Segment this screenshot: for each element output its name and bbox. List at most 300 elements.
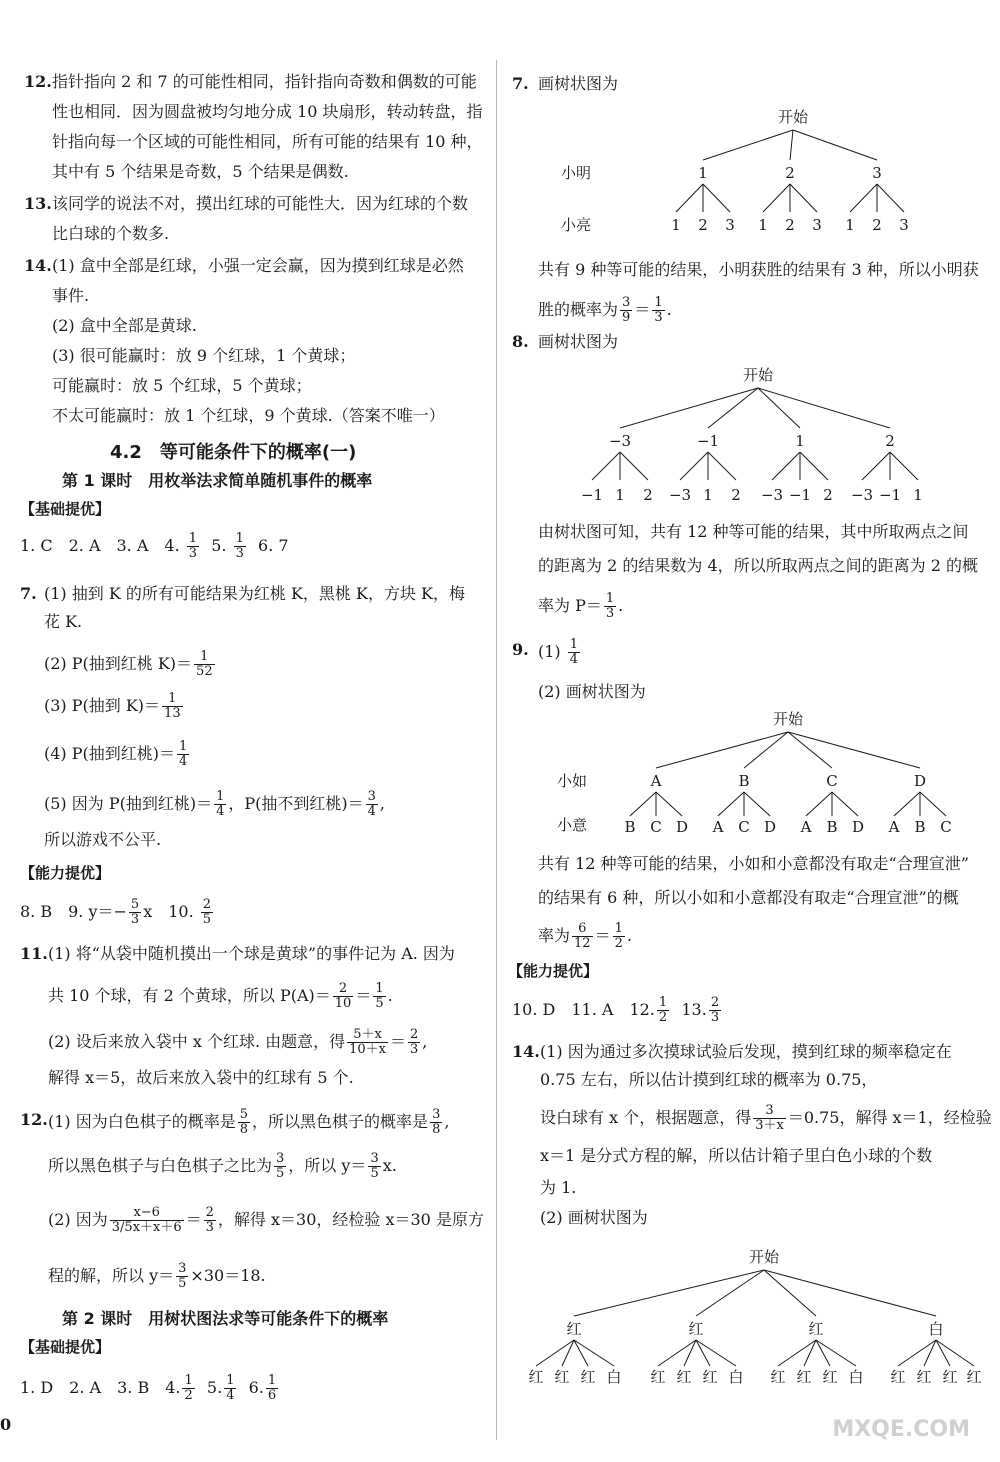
r-q14-line5: 为 1. — [540, 1178, 577, 1197]
tree-leaf: −3 — [850, 486, 874, 504]
den: 10 — [334, 996, 352, 1011]
tree-leaf: D — [675, 818, 689, 836]
tree-edge — [620, 388, 758, 428]
tree-leaf: 白 — [728, 1368, 744, 1386]
q12b-line2 — [48, 1152, 397, 1181]
tree-leaf: 红 — [890, 1368, 906, 1386]
fraction — [709, 996, 721, 1025]
num: 1 — [654, 295, 663, 310]
tree-node: −3 — [608, 432, 632, 450]
text: 共 10 个球，有 2 个黄球，所以 P(A)＝ — [48, 986, 331, 1005]
tree-edge — [656, 792, 682, 816]
text: 8. B 9. y＝− — [20, 902, 127, 921]
fraction — [347, 1028, 388, 1057]
tree-leaf: 红 — [528, 1368, 544, 1386]
text: 10. D 11. A 12. — [512, 1000, 655, 1019]
fraction — [373, 982, 385, 1011]
tree-leaf: 白 — [848, 1368, 864, 1386]
den: 4 — [179, 754, 188, 769]
tree-leaf: A — [888, 818, 900, 836]
q12-number — [24, 70, 52, 94]
fraction — [657, 996, 669, 1025]
r-q14-line2: 0.75 左右，所以估计摸到红球的概率为 0.75， — [540, 1070, 878, 1089]
den: 6 — [267, 1388, 277, 1403]
text: ＝ — [355, 986, 372, 1005]
den: 8 — [239, 1122, 249, 1137]
num: 1 — [235, 531, 244, 546]
num: 5 — [130, 897, 140, 912]
tree-edge — [574, 1340, 588, 1366]
q11-line2 — [48, 982, 393, 1011]
tree-edge — [800, 452, 828, 480]
tree-node: B — [738, 772, 750, 790]
tree-leaf: 红 — [770, 1368, 786, 1386]
tree-edge — [696, 1270, 764, 1316]
fraction — [568, 638, 580, 667]
fraction — [187, 532, 199, 561]
tree-edge — [656, 732, 788, 768]
tree-diagram-q14 — [518, 1236, 982, 1386]
text: ×30＝18. — [190, 1266, 266, 1285]
num: 1 — [194, 650, 215, 665]
den: 4 — [216, 804, 225, 819]
tree-node: 3 — [872, 164, 882, 182]
fraction — [176, 1262, 188, 1291]
num: 1 — [188, 531, 198, 546]
q13-line2: 比白球的个数多. — [52, 224, 170, 243]
tree-edge — [936, 1340, 950, 1366]
fraction — [652, 296, 664, 325]
fraction — [613, 922, 625, 951]
tree-leaf: 红 — [676, 1368, 692, 1386]
num: 1 — [605, 591, 615, 606]
fraction — [162, 692, 183, 721]
tree-leaf: B — [914, 818, 926, 836]
den: 5 — [178, 1276, 187, 1291]
tree-edge — [763, 184, 790, 212]
tree-edge — [630, 792, 656, 816]
q7-p4 — [44, 740, 191, 769]
tree-edge — [574, 1270, 764, 1316]
q11-line3 — [48, 1028, 427, 1057]
den: 3 — [130, 912, 140, 927]
fraction — [177, 740, 189, 769]
answers-8-10 — [20, 898, 215, 927]
text: 程的解，所以 y＝ — [48, 1266, 175, 1285]
tree-node: 2 — [785, 164, 795, 182]
r-answers-10-13 — [512, 996, 723, 1025]
tree-leaf: 2 — [731, 486, 741, 504]
num: 2 — [205, 1205, 214, 1220]
text: ＝ — [634, 300, 651, 319]
text: 设白球有 x 个，根据题意，得 — [540, 1108, 752, 1127]
q14-line1: (1) 盒中全部是红球，小强一定会赢，因为摸到红球是必然 — [52, 256, 464, 275]
fraction — [214, 790, 226, 819]
den: 4 — [569, 652, 579, 667]
den: 4 — [226, 1388, 235, 1403]
tree-edge — [877, 184, 904, 212]
tree-leaf: 1 — [615, 486, 625, 504]
tree-leaf: 红 — [916, 1368, 932, 1386]
tree-leaf: 红 — [966, 1368, 982, 1386]
text: , — [379, 794, 386, 813]
q12b-line1 — [48, 1108, 449, 1137]
r-q9-num: 9. — [512, 640, 529, 659]
tree-edge — [806, 792, 832, 816]
tree-node: 1 — [795, 432, 805, 450]
answer-6: 6. 7 — [258, 536, 289, 555]
fraction — [408, 1028, 420, 1057]
answers-1-4-text: 1. C 2. A 3. A 4. — [20, 536, 180, 555]
tree-node: −1 — [696, 432, 720, 450]
tree-diagram-q9 — [548, 706, 968, 838]
tree-edge — [708, 388, 758, 428]
den: 3/5x＋x＋6 — [111, 1220, 182, 1235]
num: 3 — [367, 789, 376, 804]
num: 5 — [239, 1107, 249, 1122]
fraction — [201, 898, 213, 927]
tree-leaf: 1 — [913, 486, 923, 504]
text: 1. D 2. A 3. B 4. — [20, 1378, 181, 1397]
text: (2) P(抽到红桃 K)＝ — [44, 654, 193, 673]
tree-edge — [816, 1340, 856, 1366]
den: 52 — [196, 664, 213, 679]
text: . — [626, 926, 632, 945]
tree-root: 开始 — [772, 710, 804, 728]
q11-line4: 解得 x＝5，故后来放入袋中的红球有 5 个. — [48, 1068, 354, 1087]
tree-root: 开始 — [742, 366, 774, 384]
tree-leaf: 2 — [643, 486, 653, 504]
text: 率为 P＝ — [538, 596, 602, 615]
q14-line4: (3) 很可能赢时：放 9 个红球，1 个黄球； — [52, 346, 356, 365]
q7-p5 — [44, 790, 385, 819]
tree-leaf: 红 — [942, 1368, 958, 1386]
num: 3 — [622, 295, 631, 310]
tree-node: A — [650, 772, 662, 790]
text: 6. — [248, 1378, 264, 1397]
tree-leaf: 红 — [580, 1368, 596, 1386]
den: 3 — [410, 1042, 419, 1057]
num: 6 — [572, 922, 593, 937]
tree-leaf: −3 — [760, 486, 784, 504]
tree-edge — [758, 388, 890, 428]
text: ＝0.75，解得 x＝1，经检验 — [787, 1108, 992, 1127]
text: 所以黑色棋子与白色棋子之比为 — [48, 1156, 273, 1175]
text: (1) — [538, 642, 561, 661]
r-q14-num: 14. — [512, 1042, 540, 1061]
fraction — [194, 650, 215, 679]
q7-p2 — [44, 650, 217, 679]
tree-edge — [793, 130, 877, 160]
den: 2 — [614, 936, 623, 951]
text: , — [444, 1112, 450, 1131]
text: ，所以 y＝ — [288, 1156, 367, 1175]
r-tag-ability: 【能力提优】 — [508, 962, 599, 980]
r-q7-intro: 画树状图为 — [538, 74, 619, 93]
num: 3 — [370, 1151, 379, 1166]
tree-node: 白 — [928, 1320, 944, 1338]
tag-ability: 【能力提优】 — [20, 864, 111, 882]
text: x 10. — [143, 902, 194, 921]
r-q14-line1: (1) 因为通过多次摸球试验后发现，摸到红球的频率稳定在 — [540, 1042, 952, 1061]
fraction — [430, 1108, 442, 1137]
q12-line3: 针指向每一个区域的可能性相同，所有可能的结果有 10 种， — [52, 132, 483, 151]
den: 8 — [432, 1122, 441, 1137]
num: 1 — [267, 1373, 277, 1388]
tree-leaf: 1 — [845, 216, 855, 234]
tree-node: 红 — [688, 1320, 704, 1338]
den: 3 — [710, 1010, 720, 1025]
tree-edge — [708, 452, 736, 480]
row-label: 小如 — [556, 772, 588, 790]
fraction — [604, 592, 616, 621]
fraction — [129, 898, 141, 927]
num: 3 — [432, 1107, 441, 1122]
den: 2 — [658, 1010, 668, 1025]
tree-edge — [718, 792, 744, 816]
fraction — [238, 1108, 250, 1137]
watermark: MXQE.COM — [832, 1417, 970, 1442]
num: 1 — [179, 739, 188, 754]
row-label: 小意 — [556, 816, 588, 834]
text: ，P(抽不到红桃)＝ — [228, 794, 364, 813]
fraction — [204, 1206, 216, 1235]
tree-node: 1 — [698, 164, 708, 182]
r-q8-num: 8. — [512, 332, 529, 351]
num: 3 — [178, 1261, 187, 1276]
tree-leaf: 3 — [725, 216, 735, 234]
tree-edge — [676, 184, 703, 212]
tree-edge — [744, 792, 770, 816]
r-q9-p1 — [538, 638, 582, 667]
tree-diagram-q7 — [548, 104, 968, 236]
tree-leaf: C — [940, 818, 952, 836]
tree-root: 开始 — [748, 1248, 780, 1266]
text: 率为 — [538, 926, 571, 945]
den: 5 — [202, 912, 212, 927]
tree-leaf: C — [650, 818, 662, 836]
num: 1 — [614, 921, 623, 936]
answers-last — [20, 1374, 280, 1403]
tree-leaf: 2 — [785, 216, 795, 234]
num: x−6 — [110, 1206, 184, 1221]
q13-line1: 该同学的说法不对，摸出红球的可能性大．因为红球的个数 — [52, 194, 469, 213]
tree-node: 2 — [885, 432, 895, 450]
tree-edge — [696, 1340, 736, 1366]
q12b-line4 — [48, 1262, 266, 1291]
den: 3＋x — [755, 1118, 784, 1133]
tree-leaf: 红 — [650, 1368, 666, 1386]
q14-line3: (2) 盒中全部是黄球. — [52, 316, 197, 335]
q11-line1: (1) 将“从袋中随机摸出一个球是黄球”的事件记为 A. 因为 — [48, 944, 455, 963]
tree-edge — [703, 184, 730, 212]
r-q14-line4: x＝1 是分式方程的解，所以估计箱子里白色小球的个数 — [540, 1146, 933, 1165]
num: 1 — [569, 637, 579, 652]
fraction — [274, 1152, 286, 1181]
column-divider — [496, 60, 497, 1440]
q12-line4: 其中有 5 个结果是奇数，5 个结果是偶数. — [52, 162, 349, 181]
text: (2) 设后来放入袋中 x 个红球. 由题意，得 — [48, 1032, 346, 1051]
text: ＝ — [185, 1210, 202, 1229]
fraction — [182, 1374, 194, 1403]
tree-leaf: 1 — [671, 216, 681, 234]
q7-line2: 花 K. — [44, 612, 83, 631]
tree-edge — [890, 452, 918, 480]
tree-edge — [790, 130, 793, 160]
tree-edge — [592, 452, 620, 480]
den: 13 — [164, 706, 181, 721]
tree-diagram-q8 — [548, 362, 968, 508]
den: 5 — [375, 996, 384, 1011]
tree-leaf: B — [826, 818, 838, 836]
num: 5＋x — [347, 1028, 388, 1043]
q12b-num: 12. — [20, 1110, 48, 1129]
tag-basic-2: 【基础提优】 — [20, 1338, 111, 1356]
den: 3 — [605, 606, 615, 621]
text: . — [666, 300, 672, 319]
tree-leaf: C — [738, 818, 750, 836]
tree-leaf: 红 — [702, 1368, 718, 1386]
tree-node: D — [913, 772, 927, 790]
tree-leaf: D — [763, 818, 777, 836]
answer-5-label: 5. — [211, 536, 227, 555]
num: 1 — [216, 789, 225, 804]
den: 5 — [370, 1166, 379, 1181]
den: 10＋x — [349, 1042, 386, 1057]
r-q8-intro: 画树状图为 — [538, 332, 619, 351]
section-title: 4.2 等可能条件下的概率(一) — [110, 442, 357, 463]
tree-edge — [680, 452, 708, 480]
tree-leaf: −1 — [788, 486, 812, 504]
text: ，解得 x＝30，经检验 x＝30 是原方 — [217, 1210, 484, 1229]
tree-leaf: A — [712, 818, 724, 836]
fraction — [620, 296, 632, 325]
answers-1-6 — [20, 532, 289, 561]
tree-leaf: A — [800, 818, 812, 836]
den: 3 — [654, 310, 663, 325]
q7-line6: 所以游戏不公平. — [44, 830, 162, 849]
tree-leaf: 3 — [812, 216, 822, 234]
lesson1-title: 第 1 课时 用枚举法求简单随机事件的概率 — [62, 471, 373, 490]
r-q9-p2: (2) 画树状图为 — [538, 682, 646, 701]
tree-leaf: D — [851, 818, 865, 836]
fraction — [572, 922, 593, 951]
r-q7-num: 7. — [512, 74, 529, 93]
text: 胜的概率为 — [538, 300, 619, 319]
q12-num: 12. — [24, 72, 52, 91]
den: 12 — [574, 936, 591, 951]
tag-basic: 【基础提优】 — [20, 500, 111, 518]
tree-edge — [850, 184, 877, 212]
tree-edge — [790, 184, 817, 212]
den: 9 — [622, 310, 631, 325]
q14-line2: 事件. — [52, 286, 90, 305]
tree-edge — [574, 1340, 614, 1366]
num: 3 — [753, 1104, 786, 1119]
tree-leaf: 2 — [698, 216, 708, 234]
r-q8-conc2: 的距离为 2 的结果数为 4，所以所取两点之间的距离为 2 的概 — [538, 556, 978, 575]
fraction — [753, 1104, 786, 1133]
text: ＝ — [594, 926, 611, 945]
den: 5 — [276, 1166, 285, 1181]
r-q14-line3 — [540, 1104, 992, 1133]
den: 3 — [188, 546, 198, 561]
fraction — [224, 1374, 236, 1403]
q7-num: 7. — [20, 584, 37, 603]
tree-edge — [788, 732, 832, 768]
q11-num: 11. — [20, 944, 48, 963]
text: . — [618, 596, 624, 615]
tree-edge — [772, 452, 800, 480]
tree-leaf: 1 — [703, 486, 713, 504]
q14-line5: 可能赢时：放 5 个红球，5 个黄球； — [52, 376, 312, 395]
tree-edge — [620, 452, 648, 480]
num: 1 — [184, 1373, 193, 1388]
r-q9-conc2: 的结果有 6 种，所以小如和小意都没有取走“合理宣泄”的概 — [538, 888, 959, 907]
den: 3 — [235, 546, 244, 561]
num: 1 — [162, 692, 183, 707]
tree-edge — [920, 792, 946, 816]
fraction — [366, 790, 378, 819]
r-q7-conc1: 共有 9 种等可能的结果，小明获胜的结果有 3 种，所以小明获 — [538, 260, 979, 279]
text: ，所以黑色棋子的概率是 — [252, 1112, 429, 1131]
den: 3 — [205, 1220, 214, 1235]
tree-leaf: 红 — [554, 1368, 570, 1386]
tree-leaf: 红 — [822, 1368, 838, 1386]
r-q14-line6: (2) 画树状图为 — [540, 1208, 648, 1227]
tree-leaf: −3 — [668, 486, 692, 504]
r-q9-conc3 — [538, 922, 632, 951]
q12-line1: 指针指向 2 和 7 的可能性相同，指针指向奇数和偶数的可能 — [52, 72, 477, 91]
row-label: 小亮 — [560, 216, 592, 234]
tree-edge — [862, 452, 890, 480]
tree-leaf: 1 — [758, 216, 768, 234]
q12-line2: 性也相同．因为圆盘被均匀地分成 10 块扇形，转动转盘，指 — [52, 102, 483, 121]
tree-leaf: −1 — [580, 486, 604, 504]
tree-node: C — [826, 772, 838, 790]
tree-root: 开始 — [777, 108, 809, 126]
num: 3 — [276, 1151, 285, 1166]
tree-edge — [788, 732, 920, 768]
q7-p3 — [44, 692, 185, 721]
num: 1 — [226, 1373, 235, 1388]
den: 2 — [184, 1388, 193, 1403]
page-number: 0 — [0, 1415, 12, 1434]
fraction — [333, 982, 354, 1011]
q14-line6: 不太可能赢时：放 1 个红球，9 个黄球.（答案不唯一） — [52, 406, 445, 425]
tree-leaf: 白 — [606, 1368, 622, 1386]
den: 4 — [367, 804, 376, 819]
text: ＝ — [390, 1032, 407, 1051]
r-q8-conc1: 由树状图可知，共有 12 种等可能的结果，其中所取两点之间 — [538, 522, 969, 541]
q13-num: 13. — [24, 194, 52, 213]
q7-line1: (1) 抽到 K 的所有可能结果为红桃 K，黑桃 K，方块 K，梅 — [44, 584, 465, 603]
num: 2 — [333, 982, 354, 997]
tree-leaf: B — [624, 818, 636, 836]
text: (5) 因为 P(抽到红桃)＝ — [44, 794, 213, 813]
text: (2) 因为 — [48, 1210, 108, 1229]
row-label: 小明 — [560, 164, 592, 182]
num: 2 — [710, 995, 720, 1010]
r-q7-conc2 — [538, 296, 672, 325]
tree-edge — [936, 1340, 974, 1366]
tree-edge — [703, 130, 793, 160]
tree-edge — [816, 1340, 830, 1366]
text: (1) 因为白色棋子的概率是 — [48, 1112, 236, 1131]
tree-edge — [744, 732, 788, 768]
tree-leaf: 2 — [872, 216, 882, 234]
text: x. — [382, 1156, 397, 1175]
